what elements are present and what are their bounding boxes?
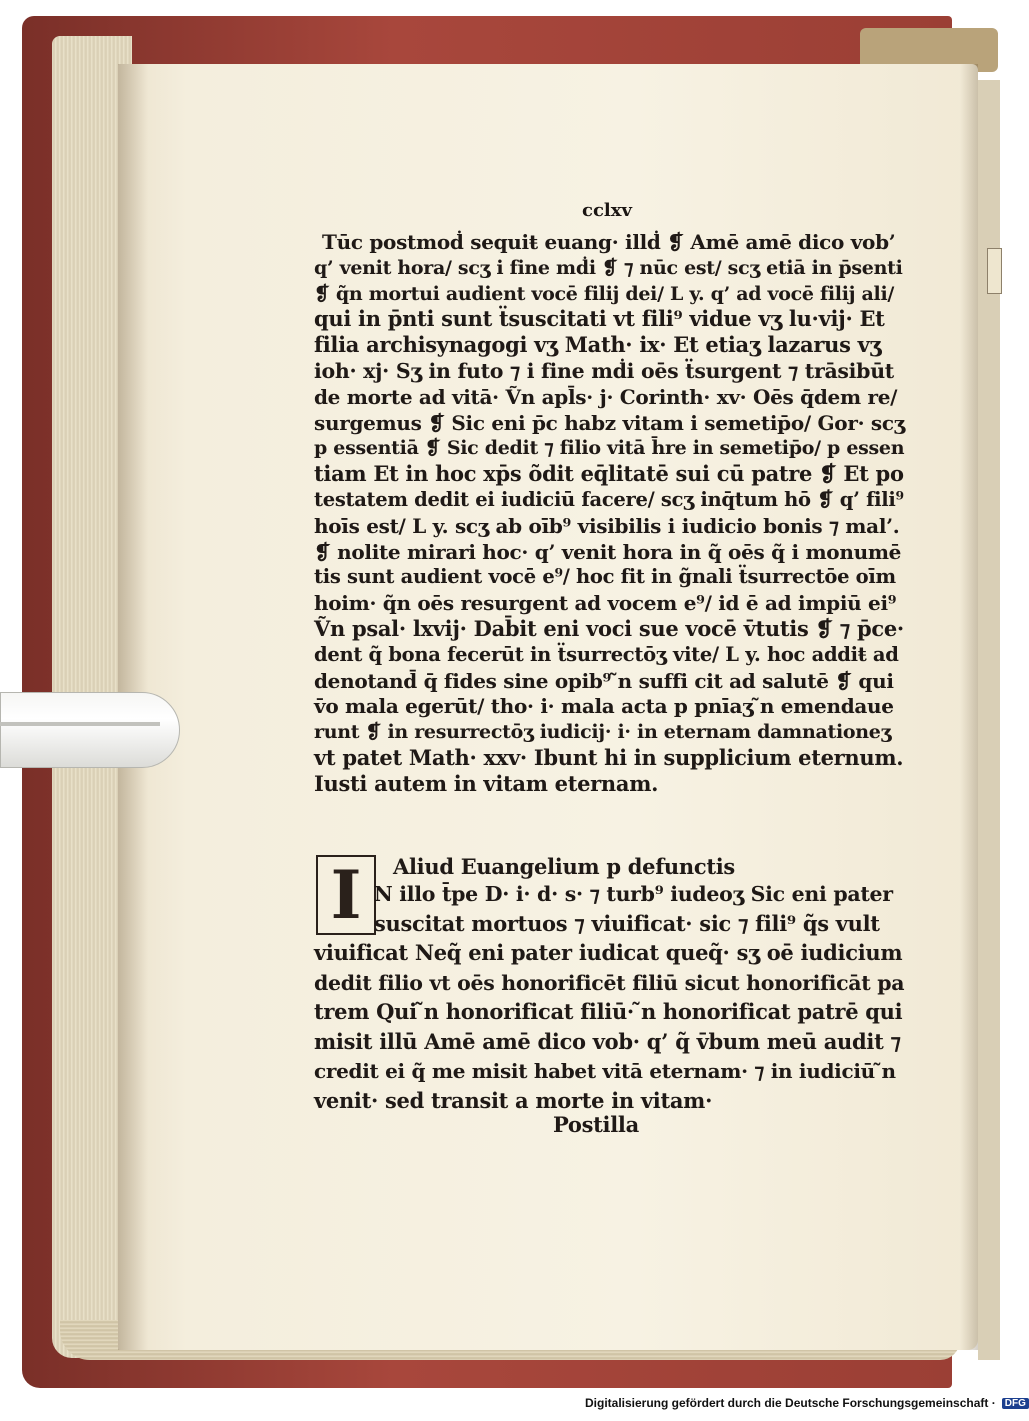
- text-line: ❡ nolite mirari hoc· q’ venit hora in q̃ oēs q̃ i monumē: [314, 539, 902, 564]
- text-line: p essentiā ❡ Sic dedit ⁊ filio vitā h̄re in semetip̄o/ p essen: [314, 437, 905, 460]
- text-line: ioh· xj· Sʒ in futo ⁊ i fine mḋi oēs ẗsurgent ⁊ trāsibūt: [314, 359, 894, 383]
- text-line: Tūc postmoḋ sequiŧ euang· illḋ ❡ Amē amē dico vob’: [322, 230, 896, 254]
- text-line: Ṽn psal· lxvij· Dab̄it eni voci sue vocē v̄tutis ❡ ⁊ p̄ce·: [314, 616, 904, 641]
- text-line: Iusti autem in vitam eternam.: [314, 770, 659, 796]
- dfg-logo-icon: DFG: [1002, 1398, 1029, 1409]
- text-line: vt patet Math· xxv· Ibunt hi in supplicium eternum.: [314, 745, 904, 770]
- text-line: N illo t̄pe D· i· d· s· ⁊ turb⁹ iudeoʒ Sic eni pater: [374, 882, 893, 906]
- text-line: ❡ q̃n mortui audient vocē filij dei/ L y. q’ ad vocē filij ali/: [314, 282, 895, 305]
- bookmark-tab: [987, 248, 1002, 294]
- text-line: tiam Et in hoc xp̄s õdit eq̄litatē sui cū patre ❡ Et po: [314, 461, 904, 487]
- page-shadow: [960, 64, 978, 1350]
- text-line: dent q̃ bona fecerūt in ẗsurrectōʒ vite/ L y. hoc addiŧ ad: [314, 642, 899, 666]
- text-line: venit· sed transit a morte in vitam·: [314, 1087, 713, 1113]
- catchword: Postilla: [553, 1112, 639, 1137]
- section-title: Aliud Euangelium p defunctis: [393, 854, 735, 879]
- decorated-initial: I: [316, 855, 376, 935]
- text-line: filia archisynagogi vʒ Math· ix· Et etiaʒ lazarus vʒ: [314, 332, 882, 358]
- text-line: qui in p̄nti sunt ẗsuscitati vt fili⁹ vidue vʒ lu·vij· Et: [314, 306, 885, 332]
- text-line: suscitat mortuos ⁊ viuificat· sic ⁊ fili⁹ q̃s vult: [374, 910, 880, 936]
- text-line: tis sunt audient vocē e⁹/ hoc fit in g̃nali ẗsurrectōe oīm: [314, 565, 896, 589]
- clamp-body: [0, 692, 180, 768]
- clamp-edge: [0, 722, 160, 726]
- text-line: hoīs est/ L y. scʒ ab oīb⁹ visibilis i iudicio bonis ⁊ mal’.: [314, 513, 900, 538]
- text-line: v̄o mala egerūt/ tho· i· mala acta p pnīaʒ ̃n emendaue: [314, 694, 894, 719]
- text-line: credit ei q̃ me misit habet vitā eternam· ⁊ in iudiciū ̃n: [314, 1059, 896, 1083]
- text-line: trem Qui ̃n honorificat filiū· ̃n honorificat patrē qui: [314, 999, 903, 1024]
- text-line: runt ❡ in resurrectōʒ iudicij· i· in eternam damnationeʒ: [314, 721, 892, 744]
- text-line: dedit filio vt oēs honorificēt filiū sicut honorificāt pa: [314, 970, 905, 995]
- text-line: surgemus ❡ Sic eni p̄c habz vitam i semetip̄o/ Gor· scʒ: [314, 410, 905, 435]
- text-line: misit illū Amē amē dico vob· q’ q̃ v̄bum meū audit ⁊: [314, 1028, 901, 1054]
- text-line: de morte ad vitā· Ṽn apl̄s· j· Corinth· xv· Oēs q̄dem re/: [314, 384, 898, 409]
- text-line: testatem dedit ei iudiciū facere/ scʒ inq̄tum hō ❡ q’ fili⁹: [314, 488, 904, 511]
- text-line: hoim· q̃n oēs resurgent ad vocem e⁹/ id ē ad impiū ei⁹: [314, 591, 897, 616]
- footer-text: Digitalisierung gefördert durch die Deutsche Forschungsgemeinschaft ·: [585, 1396, 996, 1410]
- page-clamp: [0, 692, 178, 766]
- footer-credit: [585, 1396, 1029, 1410]
- text-line: viuificat Neq̃ eni pater iudicat queq̃· sʒ oē iudicium: [314, 940, 903, 965]
- folio-number: cclхv: [582, 200, 632, 221]
- text-line: q’ venit hora/ scʒ i fine mḋi ❡ ⁊ nūc est/ scʒ etiā in p̄senti: [314, 256, 903, 279]
- text-line: denotand̄ q̄ fides sine opib⁹ ̃n suffi cit ad salutē ❡ qui: [314, 668, 894, 693]
